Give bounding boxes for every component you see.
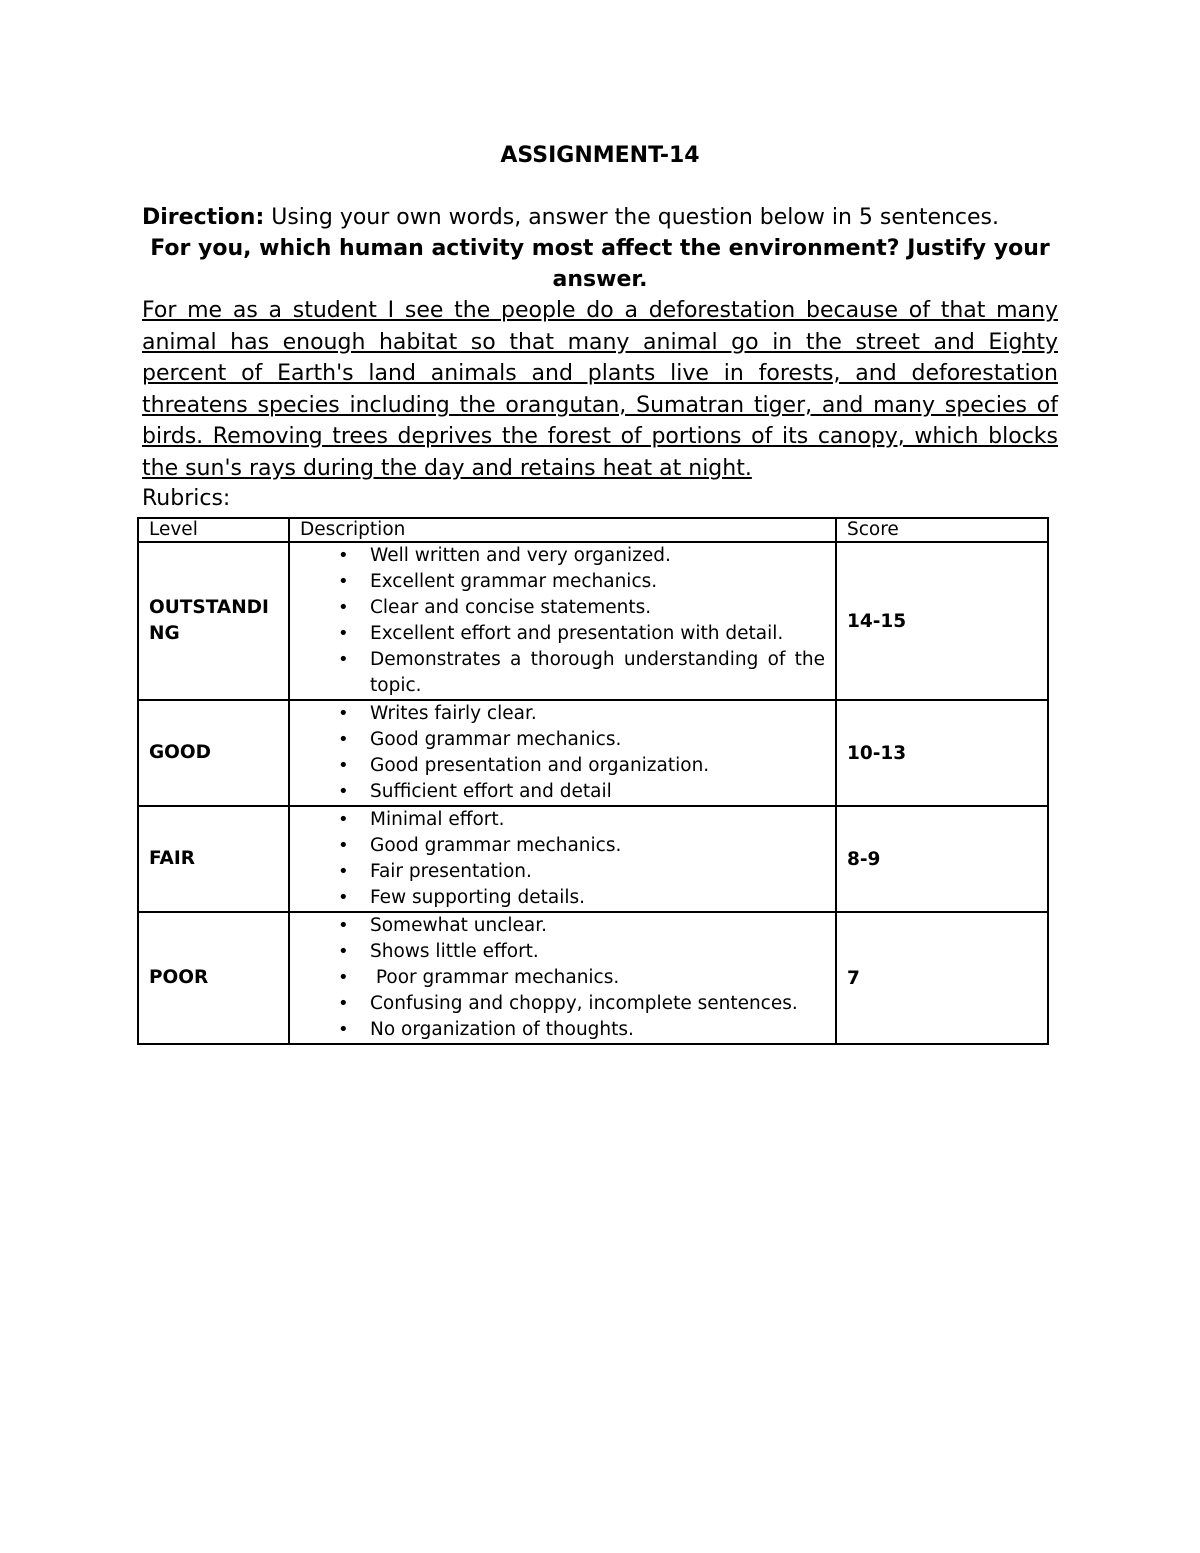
criterion-item: • Fair presentation.	[290, 859, 825, 885]
rubric-header-row	[138, 518, 1048, 542]
criterion-item: • Poor grammar mechanics.	[290, 965, 825, 991]
criteria-list	[290, 807, 825, 911]
criterion-item: • No organization of thoughts.	[290, 1017, 825, 1043]
header-level: Level	[138, 518, 289, 542]
level-cell: FAIR	[138, 806, 289, 912]
description-cell	[289, 806, 836, 912]
rubric-table	[137, 517, 1049, 1045]
direction	[142, 202, 1058, 233]
criteria-list	[290, 701, 825, 805]
level-cell: GOOD	[138, 700, 289, 806]
criteria-list	[290, 913, 825, 1043]
criterion-item: • Sufficient effort and detail	[290, 779, 825, 805]
criterion-item: • Confusing and choppy, incomplete sentences.	[290, 991, 825, 1017]
assignment-title: ASSIGNMENT-14	[500, 143, 700, 168]
description-cell	[289, 700, 836, 806]
student-answer: For me as a student I see the people do a deforestation because of that many animal has enough habitat so that many animal go in the street and Eighty percent of Earth's land animals and plants live in forests, and deforestation threatens species including the orangutan, Sumatran tiger, and many species of birds. Removing trees deprives the forest of portions of its canopy, which blocks the sun's rays during the day and retains heat at night.	[142, 298, 1058, 481]
level-cell: POOR	[138, 912, 289, 1044]
criterion-item: • Well written and very organized.	[290, 543, 825, 569]
rubric-row-outstanding	[138, 542, 1048, 700]
criterion-item: • Good grammar mechanics.	[290, 727, 825, 753]
criterion-item: • Demonstrates a thorough understanding of the topic.	[290, 647, 825, 699]
criterion-item: • Somewhat unclear.	[290, 913, 825, 939]
description-cell	[289, 912, 836, 1044]
header-description: Description	[289, 518, 836, 542]
criterion-item: • Writes fairly clear.	[290, 701, 825, 727]
score-cell: 8-9	[836, 806, 1048, 912]
description-cell	[289, 542, 836, 700]
criterion-item: • Good presentation and organization.	[290, 753, 825, 779]
criterion-item: • Excellent effort and presentation with detail.	[290, 621, 825, 647]
criterion-item: • Shows little effort.	[290, 939, 825, 965]
question: For you, which human activity most affect the environment? Justify your answer.	[150, 236, 1050, 292]
criteria-list	[290, 543, 825, 699]
score-cell: 14-15	[836, 542, 1048, 700]
score-cell: 7	[836, 912, 1048, 1044]
header-score: Score	[836, 518, 1048, 542]
criterion-item: • Minimal effort.	[290, 807, 825, 833]
rubrics-label: Rubrics:	[142, 486, 231, 511]
criterion-item: • Few supporting details.	[290, 885, 825, 911]
rubric-row-good	[138, 700, 1048, 806]
criterion-item: • Excellent grammar mechanics.	[290, 569, 825, 595]
direction-label: Direction:	[142, 205, 265, 230]
criterion-item: • Good grammar mechanics.	[290, 833, 825, 859]
document-page	[142, 140, 1058, 514]
direction-text: Using your own words, answer the question below in 5 sentences.	[264, 205, 1000, 230]
score-cell: 10-13	[836, 700, 1048, 806]
rubric-row-fair	[138, 806, 1048, 912]
rubric-row-poor	[138, 912, 1048, 1044]
level-cell: OUTSTANDING	[138, 542, 289, 700]
criterion-item: • Clear and concise statements.	[290, 595, 825, 621]
